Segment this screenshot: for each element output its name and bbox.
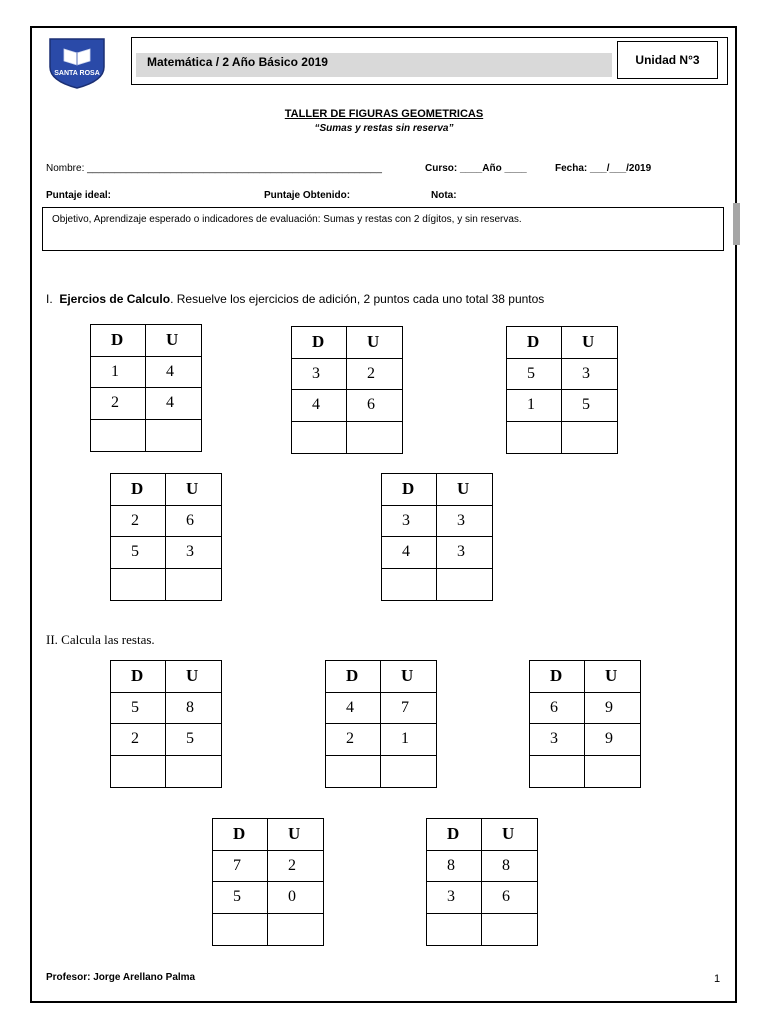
header-tens: D <box>382 474 437 506</box>
digit-cell: 5 <box>166 724 221 756</box>
digit-cell: 3 <box>382 506 437 538</box>
course-year-field[interactable]: Curso: ____Año ____ <box>425 163 527 174</box>
objective-shadow <box>733 203 740 245</box>
answer-cell-tens[interactable] <box>91 420 146 452</box>
digit-cell: 3 <box>437 537 492 569</box>
ideal-score-label: Puntaje ideal: <box>46 190 112 201</box>
page-number: 1 <box>714 973 721 985</box>
digit-cell: 3 <box>427 882 482 914</box>
objective-text: Objetivo, Aprendizaje esperado o indicadores de evaluación: Sumas y restas con 2 dígitos, y sin reservas. <box>52 214 522 225</box>
digit-cell: 2 <box>326 724 381 756</box>
answer-cell-units[interactable] <box>585 756 640 788</box>
digit-cell: 6 <box>347 390 402 422</box>
digit-cell: 5 <box>111 537 166 569</box>
exercise-grid <box>90 324 202 452</box>
digit-cell: 5 <box>111 693 166 725</box>
header-tens: D <box>213 819 268 851</box>
unit-label: Unidad N°3 <box>617 41 718 79</box>
digit-cell: 3 <box>562 359 617 391</box>
digit-cell: 1 <box>91 357 146 389</box>
answer-cell-units[interactable] <box>437 569 492 601</box>
header-units: U <box>585 661 640 693</box>
digit-cell: 9 <box>585 693 640 725</box>
logo-text: SANTA ROSA <box>54 70 100 77</box>
exercise-grid <box>325 660 437 788</box>
exercise-grid <box>381 473 493 601</box>
exercise-grid <box>291 326 403 454</box>
header-tens: D <box>530 661 585 693</box>
school-logo <box>46 37 108 89</box>
name-field[interactable]: Nombre: _____________________________________________________ <box>46 163 382 174</box>
header-units: U <box>166 474 221 506</box>
digit-cell: 7 <box>213 851 268 883</box>
exercise-grid <box>426 818 538 946</box>
exercise-grid <box>110 660 222 788</box>
header-units: U <box>381 661 436 693</box>
digit-cell: 3 <box>166 537 221 569</box>
header-units: U <box>482 819 537 851</box>
header-tens: D <box>427 819 482 851</box>
digit-cell: 1 <box>381 724 436 756</box>
answer-cell-units[interactable] <box>146 420 201 452</box>
exercise-grid <box>529 660 641 788</box>
grade-label: Nota: <box>431 190 457 201</box>
answer-cell-units[interactable] <box>562 422 617 454</box>
digit-cell: 2 <box>111 506 166 538</box>
answer-cell-units[interactable] <box>381 756 436 788</box>
answer-cell-units[interactable] <box>482 914 537 946</box>
digit-cell: 4 <box>382 537 437 569</box>
header-tens: D <box>91 325 146 357</box>
answer-cell-tens[interactable] <box>111 569 166 601</box>
obtained-score-label: Puntaje Obtenido: <box>264 190 351 201</box>
digit-cell: 1 <box>507 390 562 422</box>
digit-cell: 5 <box>507 359 562 391</box>
answer-cell-units[interactable] <box>166 756 221 788</box>
digit-cell: 8 <box>166 693 221 725</box>
answer-cell-tens[interactable] <box>292 422 347 454</box>
answer-cell-tens[interactable] <box>111 756 166 788</box>
answer-cell-tens[interactable] <box>530 756 585 788</box>
header-tens: D <box>326 661 381 693</box>
digit-cell: 5 <box>213 882 268 914</box>
exercise-grid <box>110 473 222 601</box>
header-units: U <box>268 819 323 851</box>
digit-cell: 0 <box>268 882 323 914</box>
digit-cell: 4 <box>326 693 381 725</box>
digit-cell: 2 <box>91 388 146 420</box>
digit-cell: 3 <box>437 506 492 538</box>
digit-cell: 6 <box>166 506 221 538</box>
digit-cell: 6 <box>530 693 585 725</box>
digit-cell: 7 <box>381 693 436 725</box>
answer-cell-units[interactable] <box>166 569 221 601</box>
digit-cell: 5 <box>562 390 617 422</box>
digit-cell: 9 <box>585 724 640 756</box>
digit-cell: 2 <box>268 851 323 883</box>
answer-cell-units[interactable] <box>268 914 323 946</box>
section-1-number: I. <box>46 292 53 306</box>
worksheet-title: TALLER DE FIGURAS GEOMETRICAS <box>284 108 484 120</box>
header-units: U <box>146 325 201 357</box>
digit-cell: 2 <box>347 359 402 391</box>
answer-cell-tens[interactable] <box>213 914 268 946</box>
header-units: U <box>437 474 492 506</box>
section-1-instructions: . Resuelve los ejercicios de adición, 2 puntos cada uno total 38 puntos <box>170 292 545 306</box>
teacher-name: Profesor: Jorge Arellano Palma <box>46 972 196 983</box>
header-units: U <box>166 661 221 693</box>
header-tens: D <box>111 474 166 506</box>
objective-box <box>42 207 724 251</box>
digit-cell: 4 <box>146 357 201 389</box>
section-1-title: Ejercios de Calculo <box>59 292 171 306</box>
course-label: Matemática / 2 Año Básico 2019 <box>147 55 328 69</box>
answer-cell-tens[interactable] <box>326 756 381 788</box>
answer-cell-tens[interactable] <box>382 569 437 601</box>
date-field[interactable]: Fecha: ___/___/2019 <box>555 163 652 174</box>
header-tens: D <box>292 327 347 359</box>
header-tens: D <box>507 327 562 359</box>
answer-cell-tens[interactable] <box>507 422 562 454</box>
digit-cell: 3 <box>292 359 347 391</box>
digit-cell: 4 <box>292 390 347 422</box>
header-units: U <box>347 327 402 359</box>
section-2-heading: II. Calcula las restas. <box>46 632 155 647</box>
worksheet-subtitle: “Sumas y restas sin reserva” <box>314 123 454 134</box>
digit-cell: 8 <box>427 851 482 883</box>
digit-cell: 4 <box>146 388 201 420</box>
answer-cell-tens[interactable] <box>427 914 482 946</box>
exercise-grid <box>212 818 324 946</box>
digit-cell: 2 <box>111 724 166 756</box>
digit-cell: 3 <box>530 724 585 756</box>
header-tens: D <box>111 661 166 693</box>
header-units: U <box>562 327 617 359</box>
answer-cell-units[interactable] <box>347 422 402 454</box>
section-1-heading <box>46 292 544 306</box>
digit-cell: 8 <box>482 851 537 883</box>
exercise-grid <box>506 326 618 454</box>
digit-cell: 6 <box>482 882 537 914</box>
